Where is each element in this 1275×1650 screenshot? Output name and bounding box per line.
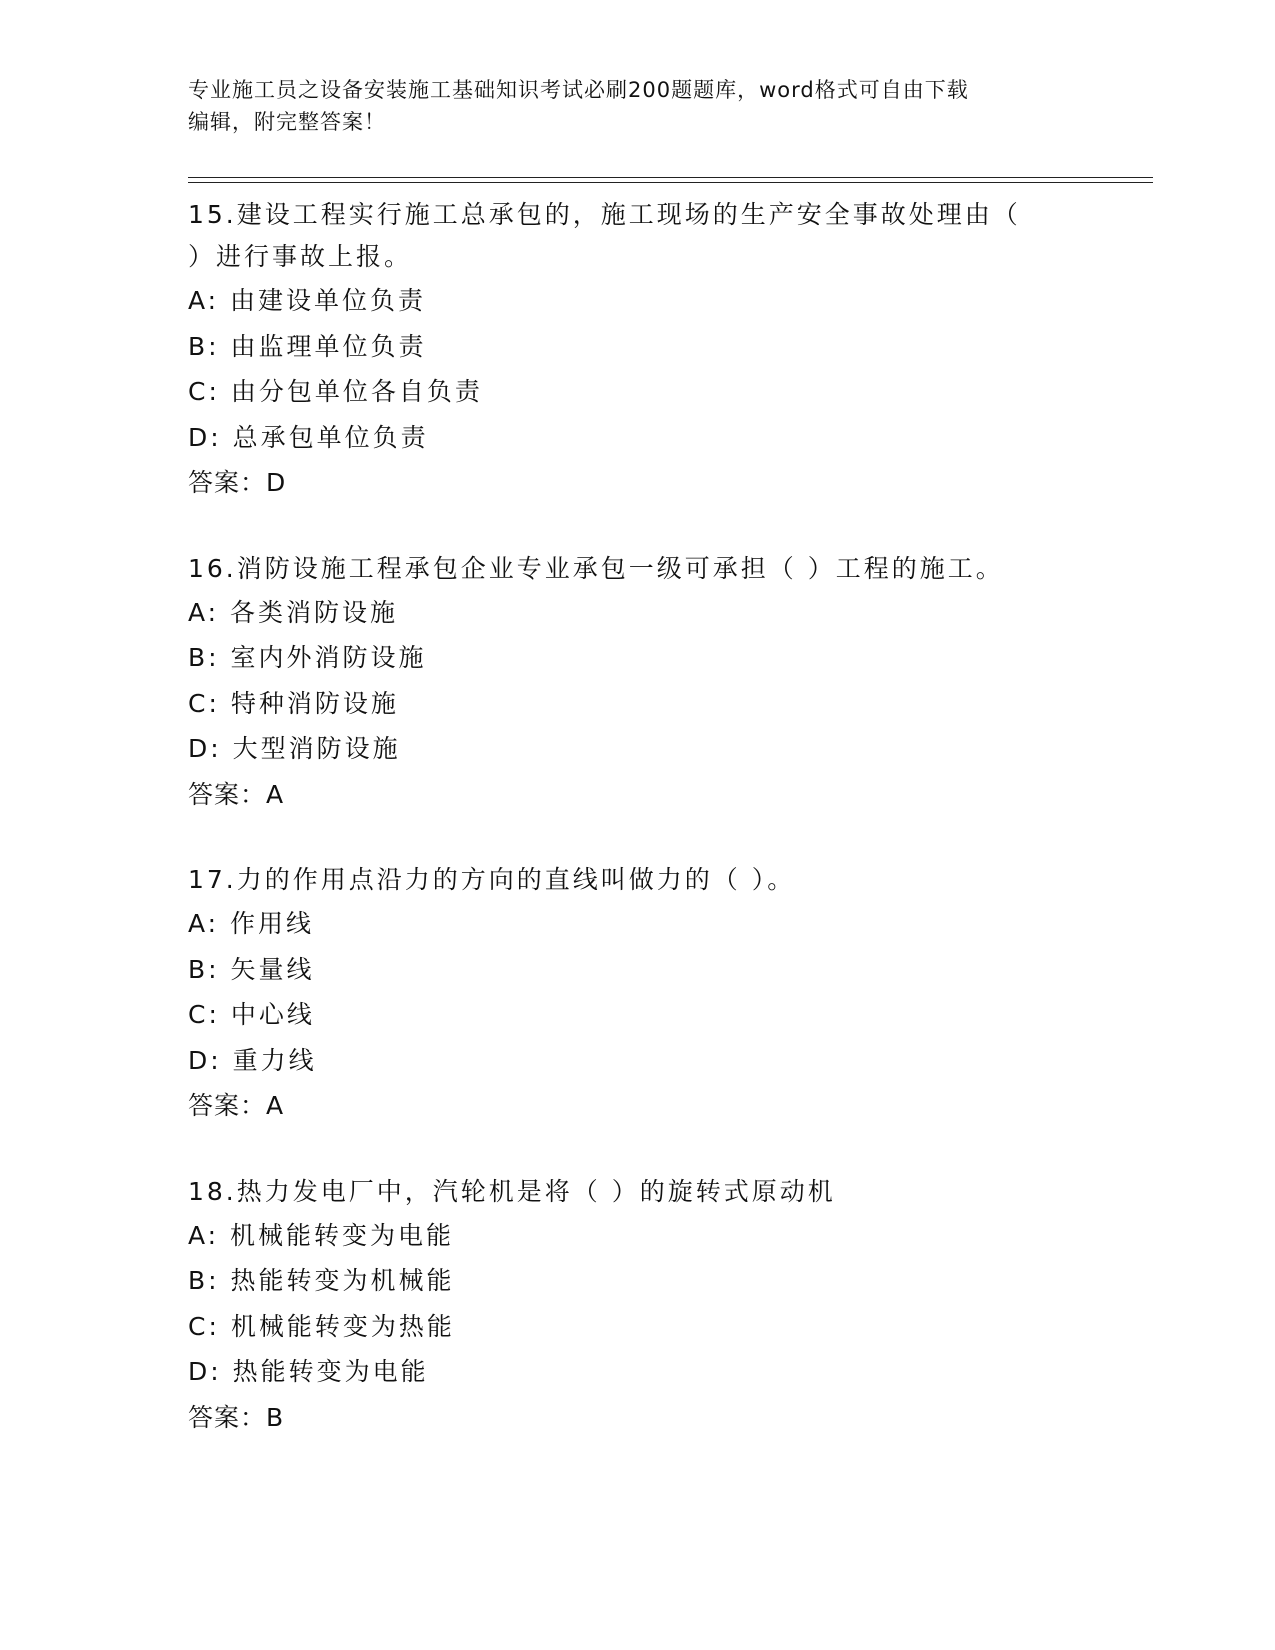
- option-c: C: 特种消防设施: [188, 688, 399, 718]
- option-a: A: 由建设单位负责: [188, 286, 427, 315]
- option-a: A: 各类消防设施: [188, 597, 399, 627]
- option-d: D: 热能转变为电能: [188, 1357, 429, 1386]
- question-stem: 16.消防设施工程承包企业专业承包一级可承担（ ）工程的施工。: [188, 553, 1004, 583]
- option-c: C: 由分包单位各自负责: [188, 377, 483, 406]
- answer-line: 答案：A: [188, 1091, 285, 1120]
- question-stem: 18.热力发电厂中，汽轮机是将（ ）的旋转式原动机: [188, 1176, 836, 1206]
- option-c: C: 机械能转变为热能: [188, 1311, 455, 1341]
- option-b: B: 热能转变为机械能: [188, 1266, 455, 1295]
- question-16: [188, 548, 1088, 818]
- question-17: [188, 859, 1088, 1129]
- option-d: D: 重力线: [188, 1045, 317, 1075]
- answer-line: 答案：D: [188, 468, 287, 497]
- option-b: B: 由监理单位负责: [188, 331, 427, 361]
- answer-line: 答案：B: [188, 1402, 285, 1432]
- header-line-2: 编辑，附完整答案！: [188, 110, 386, 134]
- option-a: A: 作用线: [188, 909, 315, 938]
- document-header: [188, 74, 1088, 138]
- question-stem: 15.建设工程实行施工总承包的，施工现场的生产安全事故处理由（: [188, 200, 1021, 229]
- answer-line: 答案：A: [188, 779, 285, 809]
- question-stem: 17.力的作用点沿力的方向的直线叫做力的（ ）。: [188, 865, 796, 894]
- option-d: D: 总承包单位负责: [188, 422, 429, 452]
- option-a: A: 机械能转变为电能: [188, 1220, 455, 1250]
- header-divider-top: [188, 177, 1153, 178]
- header-divider-bottom: [188, 182, 1153, 183]
- question-list: [188, 194, 1088, 1482]
- option-b: B: 矢量线: [188, 954, 315, 984]
- option-c: C: 中心线: [188, 1000, 315, 1029]
- option-b: B: 室内外消防设施: [188, 643, 427, 672]
- option-d: D: 大型消防设施: [188, 734, 401, 763]
- question-18: [188, 1171, 1088, 1441]
- question-stem-continued: ）进行事故上报。: [188, 242, 413, 271]
- question-15: [188, 194, 1088, 506]
- header-line-1: 专业施工员之设备安装施工基础知识考试必刷200题题库，word格式可自由下载: [188, 78, 969, 102]
